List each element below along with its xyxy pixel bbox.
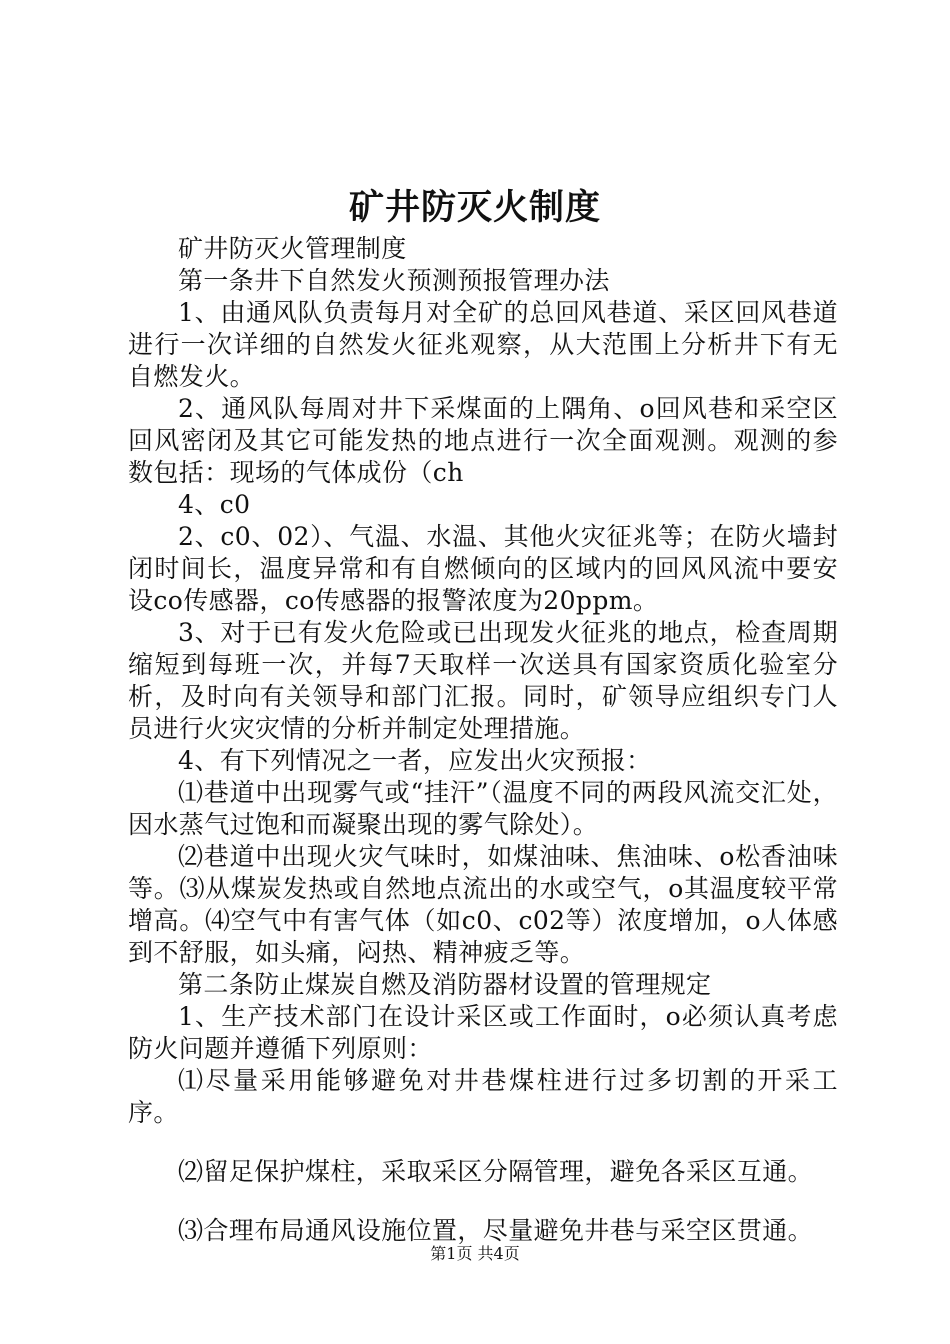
document-body xyxy=(128,233,838,1247)
paragraph: 3、对于已有发火危险或已出现发火征兆的地点，检查周期缩短到每班一次，并每7天取样一次送具有国家资质化验室分析，及时向有关领导和部门汇报。同时，矿领导应组织专门人员进行火灾灾情的分析并制定处理措施。 xyxy=(128,618,838,743)
paragraph: ⑴巷道中出现雾气或“挂汗”（温度不同的两段风流交汇处，因水蒸气过饱和而凝聚出现的雾气除处）。 xyxy=(128,778,838,839)
paragraph: 2、通风队每周对井下采煤面的上隅角、o回风巷和采空区回风密闭及其它可能发热的地点进行一次全面观测。观测的参数包括：现场的气体成份（ch xyxy=(128,394,838,487)
paragraph: 1、由通风队负责每月对全矿的总回风巷道、采区回风巷道进行一次详细的自然发火征兆观察，从大范围上分析井下有无自燃发火。 xyxy=(128,298,838,391)
page-footer: 第1页 共4页 xyxy=(430,1244,520,1263)
list-item: ⑴尽量采用能够避免对井巷煤柱进行过多切割的开采工序。 xyxy=(128,1066,838,1127)
paragraph-subtitle: 矿井防灭火管理制度 xyxy=(178,234,407,263)
paragraph-article-1-heading: 第一条井下自然发火预测预报管理办法 xyxy=(178,266,610,295)
list-item: ⑶合理布局通风设施位置，尽量避免井巷与采空区贯通。 xyxy=(178,1216,814,1245)
list-item: ⑵留足保护煤柱，采取采区分隔管理，避免各采区互通。 xyxy=(178,1157,814,1186)
document-title: 矿井防灭火制度 xyxy=(348,187,601,228)
paragraph: ⑵巷道中出现火灾气味时，如煤油味、焦油味、o松香油味等。⑶从煤炭发热或自然地点流出的水或空气，o其温度较平常增高。⑷空气中有害气体（如c0、c02等）浓度增加，o人体感到不舒服，如头痛，闷热、精神疲乏等。 xyxy=(128,842,838,967)
paragraph: 1、生产技术部门在设计采区或工作面时，o必须认真考虑防火问题并遵循下列原则： xyxy=(128,1002,838,1063)
paragraph: 4、c0 xyxy=(178,490,251,519)
paragraph-article-2-heading: 第二条防止煤炭自燃及消防器材设置的管理规定 xyxy=(178,970,712,999)
paragraph: 2、c0、02）、气温、水温、其他火灾征兆等；在防火墙封闭时间长，温度异常和有自燃倾向的区域内的回风风流中要安设co传感器，co传感器的报警浓度为20ppm。 xyxy=(128,522,838,615)
paragraph: 4、有下列情况之一者，应发出火灾预报： xyxy=(178,746,652,775)
